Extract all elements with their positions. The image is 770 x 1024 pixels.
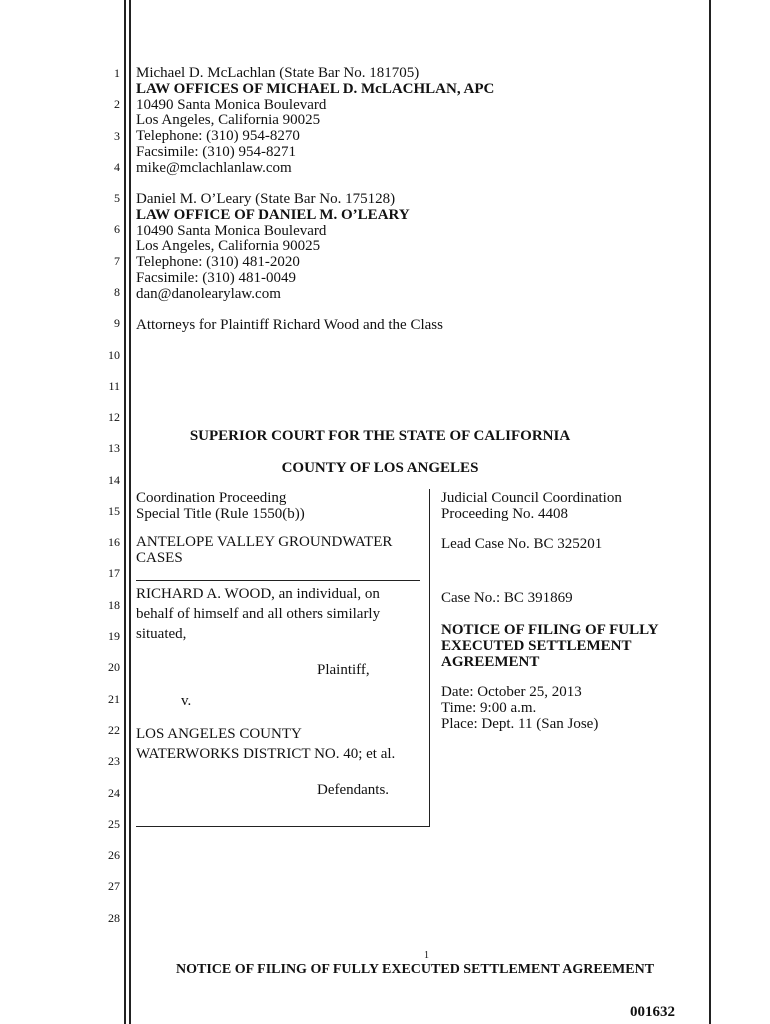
firm-name: LAW OFFICE OF DANIEL M. O’LEARY bbox=[136, 206, 410, 223]
document-title bbox=[441, 622, 659, 670]
plaintiff-label: Plaintiff, bbox=[317, 662, 370, 678]
defendants-label: Defendants. bbox=[317, 782, 390, 798]
case-number: Case No.: BC 391869 bbox=[441, 590, 573, 606]
plaintiff-party bbox=[136, 584, 380, 644]
right-margin-rule bbox=[709, 0, 711, 1024]
line-number: 5 bbox=[114, 191, 120, 205]
line-number: 9 bbox=[114, 316, 120, 330]
city-address: Los Angeles, California 90025 bbox=[136, 238, 321, 255]
telephone: Telephone: (310) 481-2020 bbox=[136, 254, 300, 271]
hearing-time: Time: 9:00 a.m. bbox=[441, 700, 537, 716]
line-number: 11 bbox=[108, 379, 120, 393]
line-number: 27 bbox=[108, 879, 120, 893]
coord-line: Special Title (Rule 1550(b)) bbox=[136, 506, 305, 522]
line-number: 26 bbox=[108, 848, 120, 862]
line-number: 15 bbox=[108, 504, 120, 518]
cases-title bbox=[136, 534, 392, 566]
page-number: 1 bbox=[424, 950, 429, 961]
court-name: SUPERIOR COURT FOR THE STATE OF CALIFORNIA bbox=[189, 428, 571, 444]
defendant-line: LOS ANGELES COUNTY bbox=[136, 726, 302, 742]
title-line: AGREEMENT bbox=[441, 654, 540, 670]
attorney-name: Michael D. McLachlan (State Bar No. 181705) bbox=[136, 65, 420, 81]
versus: v. bbox=[181, 693, 192, 709]
line-number: 6 bbox=[114, 222, 120, 236]
telephone: Telephone: (310) 954-8270 bbox=[136, 128, 300, 145]
court-county: COUNTY OF LOS ANGELES bbox=[281, 460, 479, 476]
coordination-proceeding bbox=[136, 490, 305, 522]
hearing-place: Place: Dept. 11 (San Jose) bbox=[441, 716, 599, 732]
hearing-date: Date: October 25, 2013 bbox=[441, 684, 582, 700]
line-number: 23 bbox=[108, 754, 120, 768]
line-number: 8 bbox=[114, 285, 120, 299]
line-number: 28 bbox=[108, 911, 120, 925]
attorneys-for: Attorneys for Plaintiff Richard Wood and the Class bbox=[136, 317, 443, 333]
counsel-block-1 bbox=[136, 66, 494, 177]
email: dan@danolearylaw.com bbox=[136, 285, 281, 302]
firm-name: LAW OFFICES OF MICHAEL D. McLACHLAN, APC bbox=[136, 80, 495, 97]
line-number: 14 bbox=[108, 473, 120, 487]
line-number: 22 bbox=[108, 723, 120, 737]
caption-bottom-rule bbox=[136, 826, 430, 827]
email: mike@mclachlanlaw.com bbox=[136, 159, 292, 176]
facsimile: Facsimile: (310) 954-8271 bbox=[136, 143, 296, 160]
line-number: 7 bbox=[114, 254, 120, 268]
coord-line: Coordination Proceeding bbox=[136, 490, 287, 506]
city-address: Los Angeles, California 90025 bbox=[136, 112, 321, 129]
line-number: 2 bbox=[114, 97, 120, 111]
title-line: NOTICE OF FILING OF FULLY bbox=[441, 622, 659, 638]
line-number: 19 bbox=[108, 629, 120, 643]
facsimile: Facsimile: (310) 481-0049 bbox=[136, 269, 296, 286]
street-address: 10490 Santa Monica Boulevard bbox=[136, 96, 327, 113]
attorney-name: Daniel M. O’Leary (State Bar No. 175128) bbox=[136, 191, 396, 207]
hearing-info bbox=[441, 684, 598, 732]
defendant-party bbox=[136, 724, 395, 764]
party-line: situated, bbox=[136, 626, 187, 642]
line-number: 4 bbox=[114, 160, 120, 174]
jcc-line: Proceeding No. 4408 bbox=[441, 506, 569, 522]
line-number: 13 bbox=[108, 441, 120, 455]
line-number: 24 bbox=[108, 786, 120, 800]
caption-separator bbox=[136, 580, 420, 581]
lead-case-number: Lead Case No. BC 325201 bbox=[441, 536, 603, 552]
line-number: 3 bbox=[114, 129, 120, 143]
line-number: 25 bbox=[108, 817, 120, 831]
counsel-block-2 bbox=[136, 192, 410, 303]
line-number: 12 bbox=[108, 410, 120, 424]
line-number: 16 bbox=[108, 535, 120, 549]
jcc-line: Judicial Council Coordination bbox=[441, 490, 622, 506]
cases-line: ANTELOPE VALLEY GROUNDWATER bbox=[136, 534, 393, 550]
cases-line: CASES bbox=[136, 550, 183, 566]
line-number: 18 bbox=[108, 598, 120, 612]
street-address: 10490 Santa Monica Boulevard bbox=[136, 222, 327, 239]
line-number: 21 bbox=[108, 692, 120, 706]
footer-title: NOTICE OF FILING OF FULLY EXECUTED SETTLEMENT AGREEMENT bbox=[176, 962, 655, 977]
left-margin-rule-inner bbox=[129, 0, 131, 1024]
bates-number: 001632 bbox=[630, 1004, 675, 1020]
defendant-line: WATERWORKS DISTRICT NO. 40; et al. bbox=[136, 746, 396, 762]
line-number: 10 bbox=[108, 348, 120, 362]
party-line: RICHARD A. WOOD, an individual, on bbox=[136, 586, 380, 602]
party-line: behalf of himself and all others similarly bbox=[136, 606, 381, 622]
title-line: EXECUTED SETTLEMENT bbox=[441, 638, 632, 654]
caption-divider bbox=[429, 489, 430, 827]
line-number: 20 bbox=[108, 660, 120, 674]
jcc-number bbox=[441, 490, 622, 522]
line-number: 17 bbox=[108, 566, 120, 580]
left-margin-rule bbox=[124, 0, 126, 1024]
line-number: 1 bbox=[114, 66, 120, 80]
